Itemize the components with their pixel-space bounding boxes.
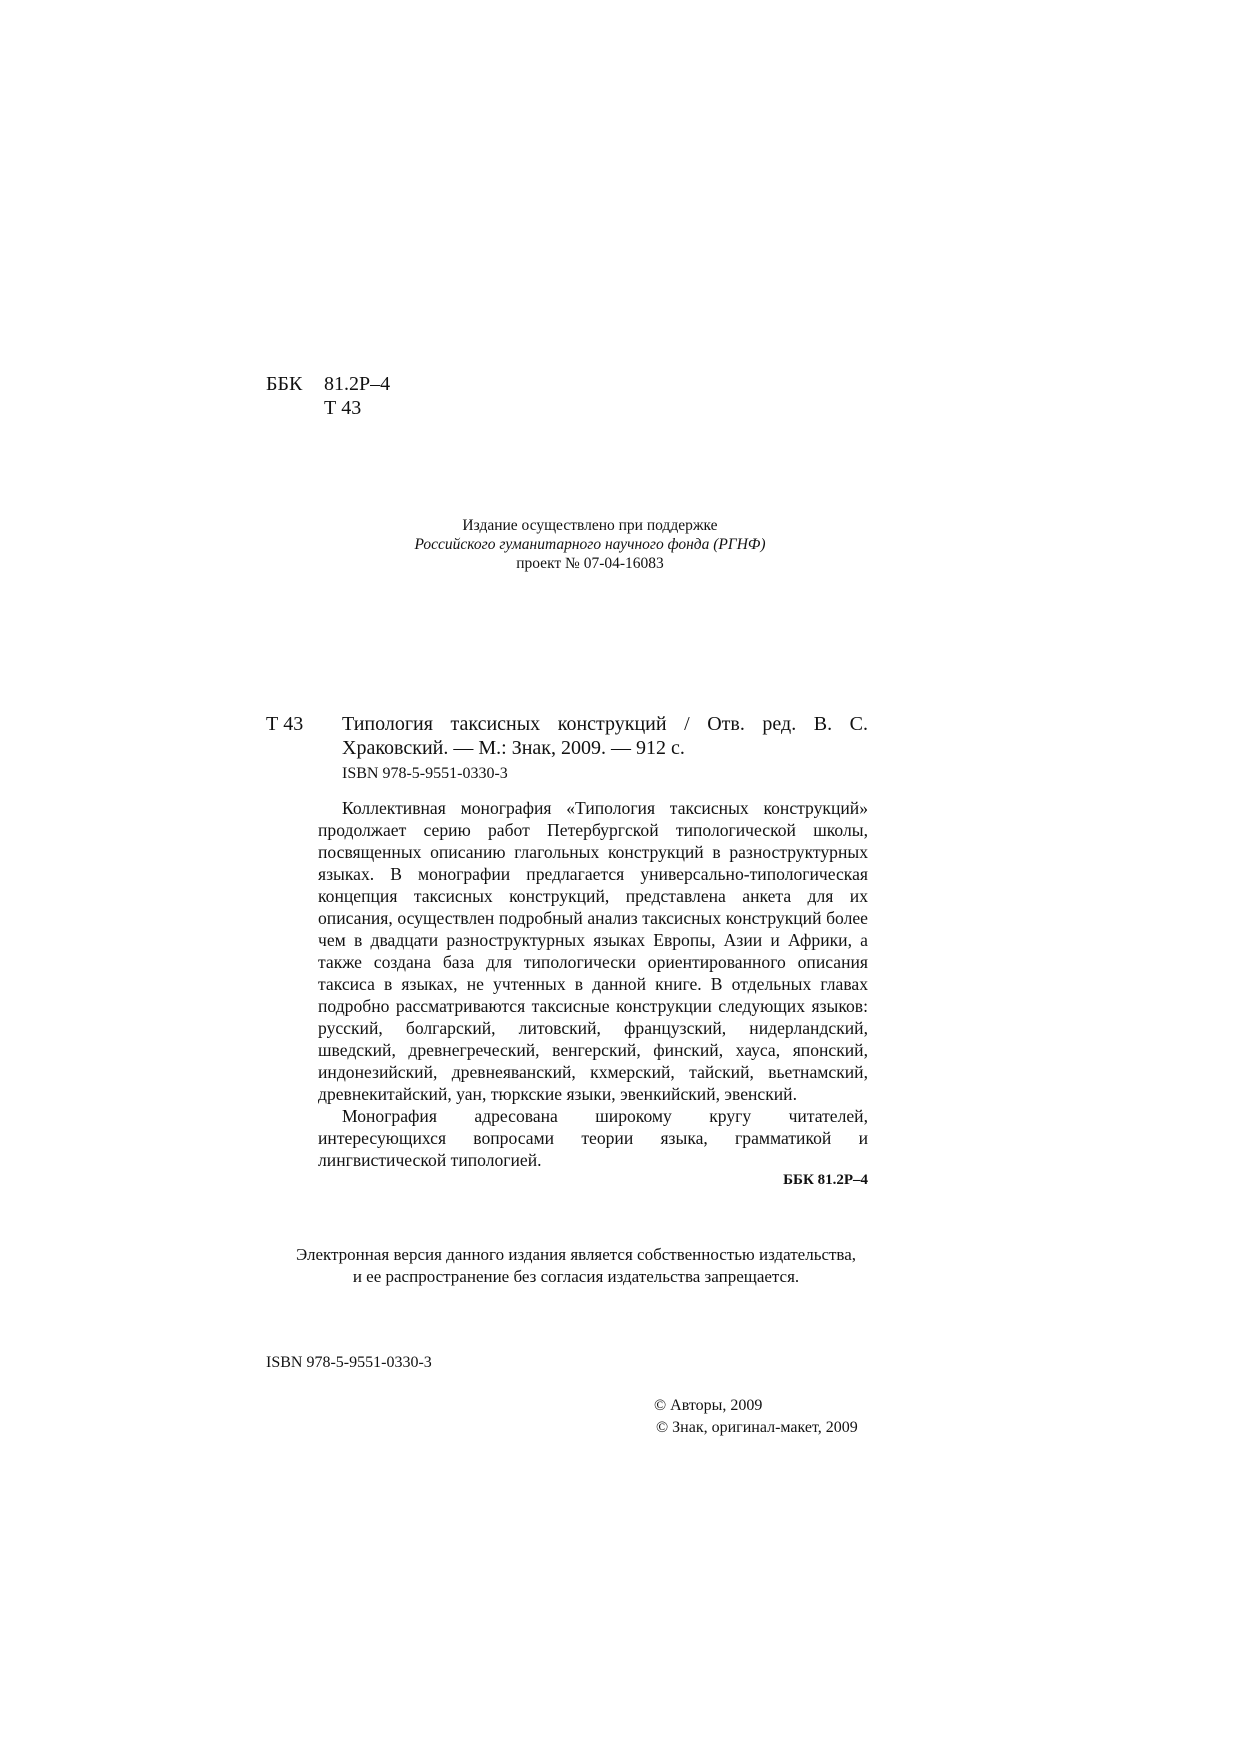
abstract-paragraph-2: Монография адресована широкому кругу читателей, интересующихся вопросами теории языка, грамматикой и лингвистической типологией. xyxy=(318,1106,868,1170)
copyright-authors: © Авторы, 2009 xyxy=(654,1397,763,1414)
abstract-paragraph-1: Коллективная монография «Типология таксисных конструкций» продолжает серию работ Петербургской типологической школы, посвященных описанию глагольных конструкций в разноструктурных языках. В монографии предлагается универсально-типологическая концепция таксисных конструкций, представлена анкета для их описания, осуществлен подробный анализ таксисных конструкций более чем в двадцати разноструктурных языках Европы, Азии и Африки, а также создана база для типологически ориентированного описания таксиса в языках, не учтенных в данной книге. В отдельных главах подробно рассматриваются таксисные конструкции следующих языков: русский, болгарский, литовский, французский, нидерландский, шведский, древнегреческий, венгерский, финский, хауса, японский, индонезийский, древнеяванский, кхмерский, тайский, вьетнамский, древнекитайский, уан, тюркские языки, эвенкийский, эвенский. xyxy=(318,798,868,1104)
notice-line-1: Электронная версия данного издания является собственностью издательства, xyxy=(295,1245,857,1264)
support-note xyxy=(360,516,820,573)
catalog-title: Типология таксисных конструкций / Отв. ред. В. С. Храковский. — М.: Знак, 2009. — 912 с. xyxy=(342,713,868,759)
bbk-label: ББК xyxy=(266,373,303,395)
support-line-3: проект № 07-04-16083 xyxy=(516,555,664,572)
bbk-header xyxy=(266,372,391,419)
support-line-1: Издание осуществлено при поддержке xyxy=(462,517,718,534)
author-mark: Т 43 xyxy=(324,397,362,419)
copyright-notice xyxy=(266,1244,886,1288)
copyright-block xyxy=(654,1395,858,1439)
abstract xyxy=(318,797,868,1171)
catalog-mark: Т 43 xyxy=(266,713,304,735)
bbk-footer: ББК 81.2Р–4 xyxy=(783,1172,868,1188)
copyright-publisher: © Знак, оригинал-макет, 2009 xyxy=(656,1419,858,1436)
support-line-2: Российского гуманитарного научного фонда (РГНФ) xyxy=(414,536,766,553)
bbk-code: 81.2Р–4 xyxy=(324,373,391,395)
catalog-isbn: ISBN 978-5-9551-0330-3 xyxy=(342,765,508,782)
isbn-bottom: ISBN 978-5-9551-0330-3 xyxy=(266,1354,432,1371)
notice-line-2: и ее распространение без согласия издательства запрещается. xyxy=(352,1267,800,1286)
